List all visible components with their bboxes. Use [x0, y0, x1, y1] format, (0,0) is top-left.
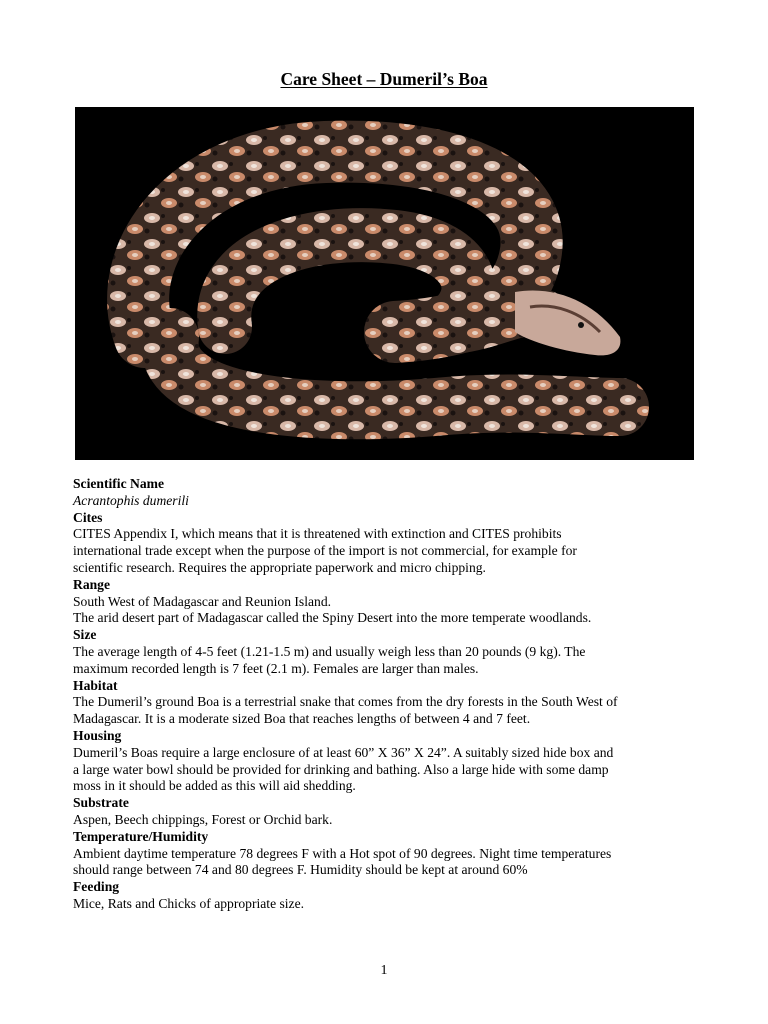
- housing-heading: Housing: [73, 727, 122, 743]
- substrate-line: Aspen, Beech chippings, Forest or Orchid bark.: [73, 811, 333, 827]
- size-heading: Size: [73, 627, 97, 643]
- housing-line: Dumeril’s Boas require a large enclosure of at least 60” X 36” X 24”. A suitably sized hide box and: [73, 744, 614, 760]
- size-line: maximum recorded length is 7 feet (2.1 m). Females are larger than males.: [73, 660, 479, 676]
- feeding-heading: Feeding: [73, 879, 120, 895]
- cites-line: international trade except when the purpose of the import is not commercial, for example for: [73, 543, 577, 559]
- page-title: Care Sheet – Dumeril’s Boa: [280, 69, 488, 89]
- snake-photo: [75, 107, 694, 460]
- scientific-name-text: Acrantophis dumerili: [73, 492, 189, 508]
- range-line: South West of Madagascar and Reunion Island.: [73, 593, 332, 609]
- housing-line: moss in it should be added as this will aid shedding.: [73, 778, 356, 794]
- substrate-heading: Substrate: [73, 795, 129, 811]
- cites-line: scientific research. Requires the appropriate paperwork and micro chipping.: [73, 559, 486, 575]
- temperature-heading: Temperature/Humidity: [73, 828, 209, 844]
- snake-illustration: [75, 107, 694, 460]
- size-line: The average length of 4-5 feet (1.21-1.5 m) and usually weigh less than 20 pounds (9 kg). The: [73, 643, 586, 659]
- habitat-heading: Habitat: [73, 677, 118, 693]
- temperature-line: Ambient daytime temperature 78 degrees F with a Hot spot of 90 degrees. Night time temperatures: [73, 845, 612, 861]
- feeding-line: Mice, Rats and Chicks of appropriate size.: [73, 895, 305, 911]
- cites-line: CITES Appendix I, which means that it is threatened with extinction and CITES prohibits: [73, 526, 562, 542]
- page-number: 1: [380, 963, 388, 978]
- care-sheet-body: [73, 476, 713, 913]
- temperature-line: should range between 74 and 80 degrees F. Humidity should be kept at around 60%: [73, 862, 528, 878]
- habitat-line: Madagascar. It is a moderate sized Boa that reaches lengths of between 4 and 7 feet.: [73, 711, 531, 727]
- cites-heading: Cites: [73, 509, 103, 525]
- habitat-line: The Dumeril’s ground Boa is a terrestrial snake that comes from the dry forests in the South West of: [73, 694, 618, 710]
- range-heading: Range: [73, 576, 111, 592]
- range-line: The arid desert part of Madagascar called the Spiny Desert into the more temperate woodlands.: [73, 610, 592, 626]
- housing-line: a large water bowl should be provided for drinking and bathing. Also a large hide with some damp: [73, 761, 609, 777]
- scientific-name-heading: Scientific Name: [73, 476, 164, 491]
